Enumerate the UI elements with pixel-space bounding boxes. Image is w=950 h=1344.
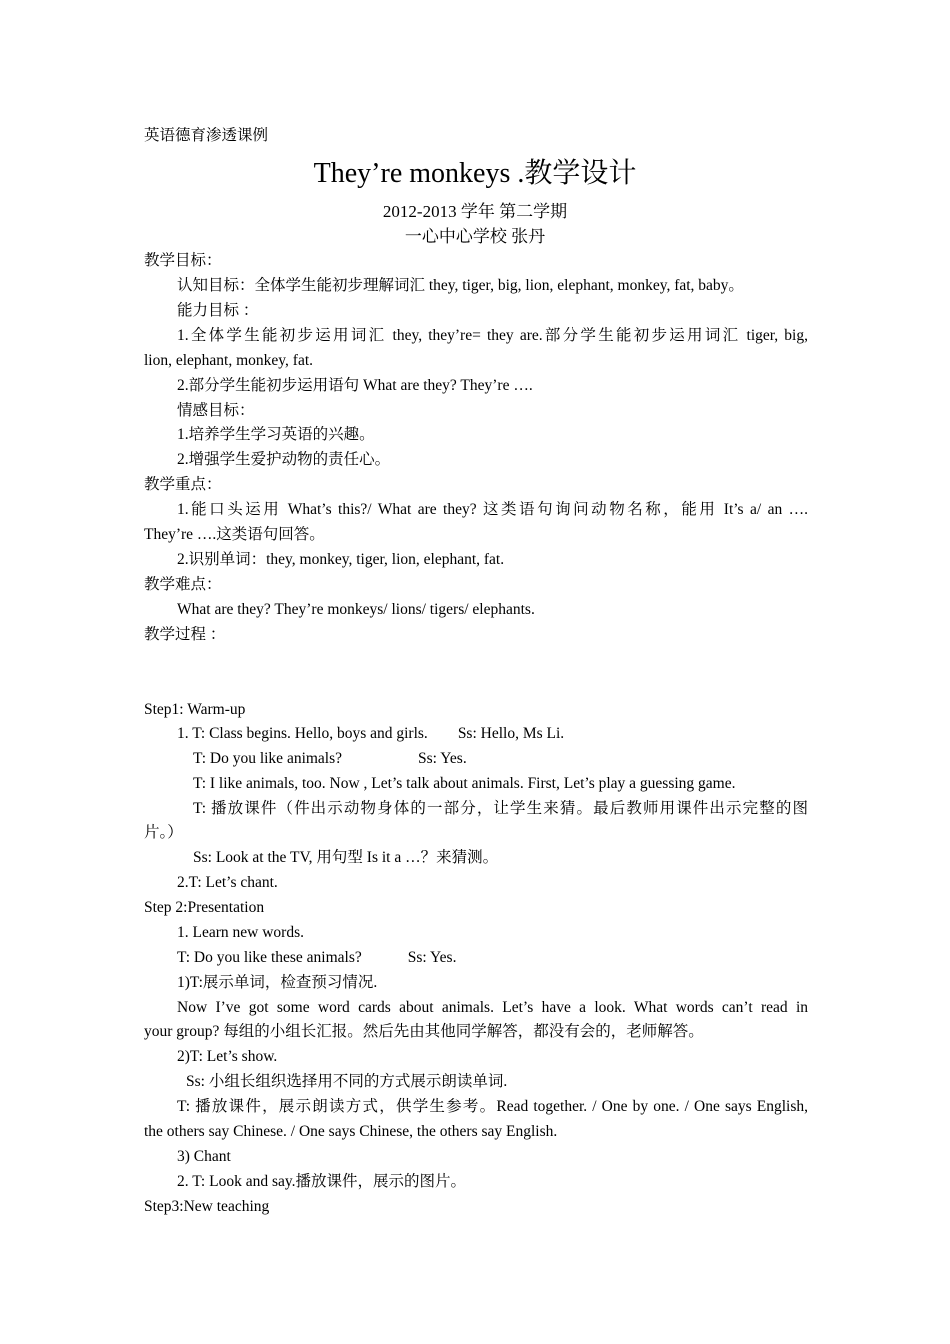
step1-heading: Step1: Warm-up <box>144 701 246 718</box>
step3-heading: Step3:New teaching <box>144 1198 270 1215</box>
step1-line-2-teacher: T: Do you like animals? <box>193 750 343 767</box>
step2-line-6: Ss: 小组长组织选择用不同的方式展示朗读单词. <box>186 1073 508 1090</box>
emotion-item-2: 2.增强学生爱护动物的责任心。 <box>177 451 391 468</box>
ability-item-2: 2.部分学生能初步运用语句 What are they? They’re …. <box>177 377 533 394</box>
process-heading: 教学过程 ： <box>144 626 226 643</box>
school-teacher-line: 一心中心学校 张丹 <box>404 227 546 246</box>
key-point-1-line-1: 1.能口头运用 What’s this?/ What are they? 这类语句询问动物名称，能用 It’s a/ an …. <box>177 501 808 518</box>
step2-line-2-teacher: T: Do you like these animals? <box>177 949 362 966</box>
difficulties-heading: 教学难点： <box>144 576 222 593</box>
step1-line-1-students: Ss: Hello, Ms Li. <box>457 725 565 742</box>
ability-item-1-line-2: lion, elephant, monkey, fat. <box>144 352 314 369</box>
step2-line-4: Now I’ve got some word cards about animals. Let’s have a look. What words can’t read in <box>177 999 808 1016</box>
document-title: They’re monkeys .教学设计 <box>313 158 637 189</box>
step1-line-4-cont: 片。） <box>144 824 183 841</box>
step1-line-4: T: 播放课件（件出示动物身体的一部分，让学生来猜。最后教师用课件出示完整的图 <box>193 800 808 817</box>
step2-line-7: T: 播放课件，展示朗读方式，供学生参考。Read together. / One by one. / One says English, <box>177 1098 808 1115</box>
emotion-heading: 情感目标： <box>177 402 255 419</box>
ability-item-1-line-1: 1.全体学生能初步运用词汇 they, they’re= they are.部分学生能初步运用词汇 tiger, big, <box>177 327 808 344</box>
difficulty-item: What are they? They’re monkeys/ lions/ tigers/ elephants. <box>177 601 535 618</box>
step2-line-5: 2)T: Let’s show. <box>177 1048 278 1065</box>
step1-line-2 <box>193 749 808 769</box>
step2-line-7-cont: the others say Chinese. / One says Chinese, the others say English. <box>144 1123 558 1140</box>
step2-line-9: 2. T: Look and say.播放课件，展示的图片。 <box>177 1173 466 1190</box>
step2-line-1: 1. Learn new words. <box>177 924 304 941</box>
step1-line-3: T: I like animals, too. Now , Let’s talk about animals. First, Let’s play a guessing game. <box>193 775 736 792</box>
step1-line-2-students: Ss: Yes. <box>418 750 467 767</box>
step1-line-1-teacher: 1. T: Class begins. Hello, boys and girls. <box>177 725 428 742</box>
step1-line-1 <box>177 724 808 744</box>
key-point-1-line-2: They’re ….这类语句回答。 <box>144 526 325 543</box>
cognitive-objective: 认知目标：全体学生能初步理解词汇 they, tiger, big, lion, elephant, monkey, fat, baby。 <box>177 277 744 294</box>
objectives-heading: 教学目标： <box>144 252 222 269</box>
emotion-item-1: 1.培养学生学习英语的兴趣。 <box>177 426 375 443</box>
step2-line-4-cont: your group? 每组的小组长汇报。然后先由其他同学解答，都没有会的，老师解答。 <box>144 1023 704 1040</box>
step1-line-5: Ss: Look at the TV, 用句型 Is it a …？来猜测。 <box>193 849 499 866</box>
header-note: 英语德育渗透课例 <box>144 127 269 144</box>
term-line: 2012-2013 学年 第二学期 <box>382 202 568 221</box>
step2-line-2 <box>177 948 808 968</box>
step2-line-3: 1)T:展示单词，检查预习情况. <box>177 974 378 991</box>
step2-heading: Step 2:Presentation <box>144 899 265 916</box>
step2-line-8: 3) Chant <box>177 1148 231 1165</box>
ability-heading: 能力目标 ： <box>177 302 259 319</box>
key-points-heading: 教学重点： <box>144 476 222 493</box>
step2-line-2-students: Ss: Yes. <box>407 949 457 966</box>
step1-line-6: 2.T: Let’s chant. <box>177 874 278 891</box>
key-point-2: 2.识别单词：they, monkey, tiger, lion, elephant, fat. <box>177 551 505 568</box>
